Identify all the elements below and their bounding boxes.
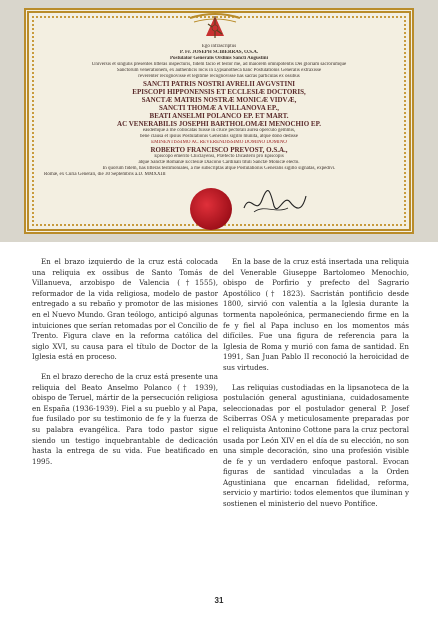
certificate-line: reverenter recognovisse et legitime recognovisse has sacras particulas ex ossibus (138, 74, 300, 79)
left-column (32, 257, 218, 467)
paragraph: Las reliquias custodiadas en la lipsanoteca de la postulación general agustiniana, cuidadosamente seleccionadas por el postulador general P. Josef Sciberras OSA y meticulosamente preparadas por el reliquista Antonino Cottone para la cruz pectoral usada por León XIV en el día de su elección, no son una simple decoración, sino una profesión visible de fe y un verdadero enfoque pastoral. Evocan figuras de santidad vinculadas a la Orden Agustiniana que encarnan fidelidad, reforma, servicio y martirio: todos elementos que iluminan y sostienen el ministerio del nuevo Pontífice. (223, 382, 409, 509)
certificate-line: Universis et singulis presentes litteras inspecturis, fidem facio et testor me, ad maiorem omnipotentis Dei gloriam sacrorumque (91, 62, 347, 67)
certificate-line: SANCTI PATRIS NOSTRI AVRELII AVGVSTINI (143, 80, 295, 88)
wax-seal (190, 188, 232, 230)
certificate-line: AC VENERABILIS JOSEPHI BARTHOLOMÆI MENOCHIO EP. (117, 120, 321, 128)
certificate-line: Romæ, ex Curia Generali, die 30 Septembris a.D. MMXXIII (44, 172, 166, 177)
certificate-line: EMINENTISSIMO AC REVERENDISSIMO DOMINO DOMINO (151, 140, 287, 145)
right-column (223, 257, 409, 510)
certificate-line: BEATI ANSELMI POLANCO EP. ET MART. (149, 112, 289, 120)
certificate-line: Sanctorum venerationem, ex authenticis locis in Lypsanotheca hanc Postulationis Generalis extraxisse (116, 68, 322, 73)
certificate-line: Postulator Generalis Ordinis Sancti Augustini (170, 56, 268, 61)
certificate-text (44, 44, 394, 178)
handwritten-signature (240, 186, 310, 220)
certificate-line: ROBERTO FRANCISCO PREVOST, O.S.A., (150, 146, 288, 154)
certificate-line: SANCTÆ MATRIS NOSTRÆ MONICÆ VIDVÆ, (141, 96, 297, 104)
certificate-line: bene clausa et ipsius Postulationis Generalis sigillo munita, atque dono dedisse (140, 134, 298, 139)
augustinian-emblem-icon (184, 10, 246, 40)
certificate-line: easdemque a me collocatas fuisse in cruce pectorali aurea operculo gemmis, (142, 128, 296, 133)
certificate-photo (0, 0, 438, 242)
page-number: 31 (214, 596, 224, 605)
certificate-line: Episcopo emerito Chiclayensi, Præfecto Dicasterii pro Episcopis (154, 154, 284, 159)
certificate-line: SANCTI THOMÆ A VILLANOVA EP., (159, 104, 279, 112)
certificate-line: P. Fr. JOSEPH SCIBERRAS, O.S.A. (179, 50, 259, 55)
certificate-line: atque Sanctæ Romanæ Ecclesiæ Diacono Cardinali tituli Sanctæ Monicæ electo. (138, 160, 300, 165)
certificate-line: In quorum fidem, has litteras testimoniales, a me subscriptas atque Postulationis Generalis sigillo signatas, expedivi. (102, 166, 336, 171)
certificate-line: EPISCOPI HIPPONENSIS ET ECCLESIÆ DOCTORIS, (132, 88, 306, 96)
paragraph: En el brazo izquierdo de la cruz está colocada una reliquia ex ossibus de Santo Tomás de Villanueva, arzobispo de Valencia (†1555), reformador de la vida religiosa, modelo de pastor entregado a su rebaño y promotor de las misiones en el Nuevo Mundo. Gran teólogo, anticipó algunas intuiciones que serían retomadas por el Concilio de Trento. Figura clave en la reforma católica del siglo XVI, su causa para el título de Doctor de la Iglesia está en proceso. (32, 257, 218, 362)
paragraph: En el brazo derecho de la cruz está presente una reliquia del Beato Anselmo Polanco († 1939), obispo de Teruel, mártir de la persecución religiosa en España (1936-1939). Fiel a su pueblo y al Papa, fue fusilado por su testimonio de fe y la fuerza de su palabra evangélica. Para todo pastor sigue siendo un testigo inquebrantable de dedicación hasta la entrega de su vida. Fue beatificado en 1995. (32, 371, 218, 466)
certificate-line: Ego infrascriptus (201, 44, 237, 49)
paragraph: En la base de la cruz está insertada una reliquia del Venerable Giuseppe Bartolomeo Menochio, obispo de Porfirio y prefecto del Sagrario Apostólico († 1823). Sacristán pontificio desde 1800, sirvió con valentía a la Iglesia durante la tormenta napoleónica, permaneciendo firme en la fe y fiel al Papa incluso en los momentos más difíciles. Fue una figura de referencia para la Iglesia de Roma y murió con fama de santidad. En 1991, San Juan Pablo II reconoció la heroicidad de sus virtudes. (223, 257, 409, 372)
